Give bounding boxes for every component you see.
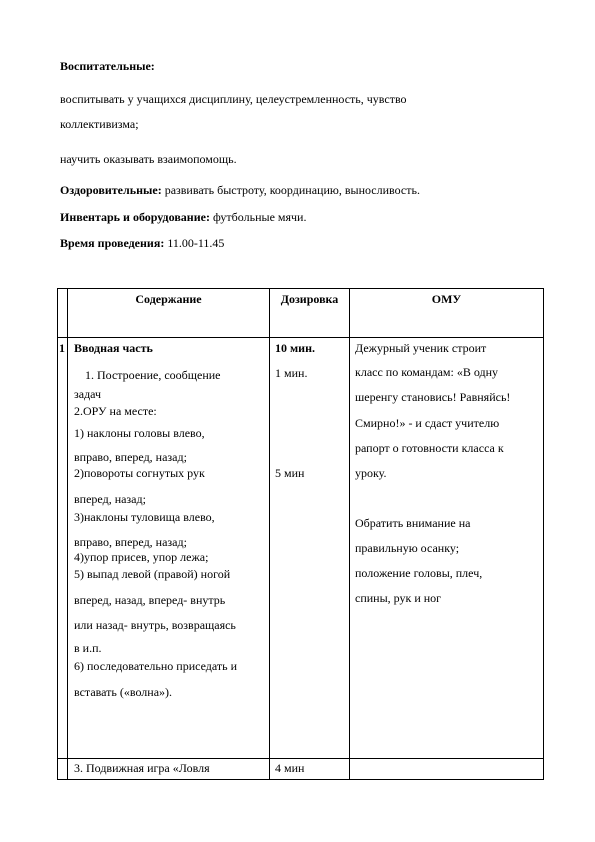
content-line: вперед, назад, вперед- внутрь: [74, 593, 226, 607]
equipment-label: Инвентарь и оборудование:: [60, 210, 210, 224]
omu-line: Дежурный ученик строит: [355, 341, 487, 355]
omu-line: Смирно!» - и сдаст учителю: [355, 416, 500, 430]
table-row: [58, 338, 544, 759]
time-label: Время проведения:: [60, 236, 165, 250]
content-cell: [68, 338, 270, 759]
content-line: в и.п.: [74, 641, 102, 655]
vosp-text-line-3: научить оказывать взаимопомощь.: [60, 152, 237, 166]
omu-line: спины, рук и ног: [355, 591, 442, 605]
content-line: вставать («волна»).: [74, 685, 173, 699]
omu-line: шеренгу становись! Равняйсь!: [355, 390, 511, 404]
vosp-text-line-2: коллективизма;: [60, 117, 139, 131]
dosage-cell: [270, 338, 350, 759]
content-line: 5) выпад левой (правой) ногой: [74, 567, 231, 581]
health-line: [60, 183, 420, 197]
equipment-text: футбольные мячи.: [209, 210, 307, 224]
content-line: вправо, вперед, назад;: [74, 450, 187, 464]
content-line: 2.ОРУ на месте:: [74, 404, 157, 418]
content-line: 2)повороты согнутых рук: [74, 466, 205, 480]
content-line: Вводная часть: [74, 341, 153, 355]
content-line: вперед, назад;: [74, 492, 146, 506]
table-header-row: [58, 289, 544, 338]
omu-line: рапорт о готовности класса к: [355, 441, 504, 455]
equipment-line: [60, 210, 306, 224]
omu-line: уроку.: [355, 466, 387, 480]
omu-line: Обратить внимание на: [355, 516, 471, 530]
header-omu-cell: [350, 289, 544, 338]
content-line: вправо, вперед, назад;: [74, 535, 187, 549]
content-line: 4)упор присев, упор лежа;: [74, 550, 209, 564]
content-line: 6) последовательно приседать и: [74, 659, 238, 673]
time-text: 11.00-11.45: [164, 236, 225, 250]
omu-line: положение головы, плеч,: [355, 566, 483, 580]
content-line: задач: [74, 387, 102, 401]
dosage-line: 5 мин: [275, 466, 305, 480]
omu-cell: [350, 338, 544, 759]
header-dosage-cell: [270, 289, 350, 338]
content-line: 1) наклоны головы влево,: [74, 426, 205, 440]
lesson-table: [57, 288, 544, 780]
vosp-heading: Воспитательные:: [60, 59, 155, 73]
header-omu: ОМУ: [431, 292, 462, 306]
vosp-text-line-1: воспитывать у учащихся дисциплину, целеустремленность, чувство: [60, 92, 407, 106]
content-line: 1. Построение, сообщение: [85, 368, 221, 382]
header-dosage: Дозировка: [280, 292, 339, 306]
health-label: Оздоровительные:: [60, 183, 162, 197]
table-row: [58, 759, 544, 780]
omu-line: класс по командам: «В одну: [355, 365, 499, 379]
health-text: развивать быстроту, координацию, выносливость.: [161, 183, 420, 197]
row-number-cell: [58, 338, 68, 759]
content-line: 3)наклоны туловища влево,: [74, 510, 215, 524]
row2-dosage: 4 мин: [275, 761, 305, 775]
row2-number-cell: [58, 759, 68, 780]
dosage-line: 10 мин.: [275, 341, 316, 355]
header-content-cell: [68, 289, 270, 338]
row2-content: 3. Подвижная игра «Ловля: [74, 761, 210, 775]
time-line: [60, 236, 224, 250]
header-content: Содержание: [135, 292, 202, 306]
content-line: или назад- внутрь, возвращаясь: [74, 618, 236, 632]
dosage-line: 1 мин.: [275, 366, 308, 380]
row2-content-cell: [68, 759, 270, 780]
row-number: 1: [59, 341, 65, 355]
row2-omu-cell: [350, 759, 544, 780]
omu-line: правильную осанку;: [355, 541, 460, 555]
header-number-cell: [58, 289, 68, 338]
row2-dosage-cell: [270, 759, 350, 780]
